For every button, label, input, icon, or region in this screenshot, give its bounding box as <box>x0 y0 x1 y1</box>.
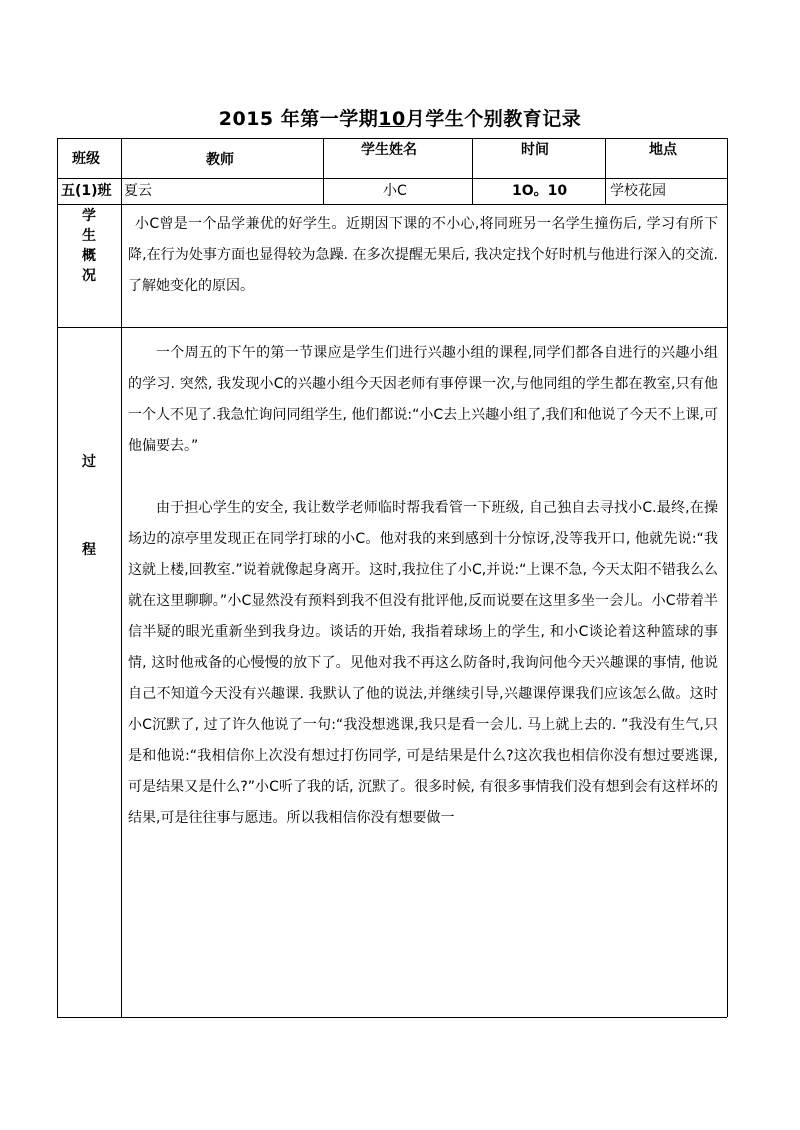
table-rule-header <box>57 178 727 179</box>
paragraph-gap <box>128 462 718 493</box>
process-paragraph-2: 由于担心学生的安全, 我让数学老师临时帮我看管一下班级, 自己独自去寻找小C.最终,在操场边的凉亭里发现正在同学打球的小C。他对我的来到感到十分惊讶,没等我开口, 他就先说:“我这就上楼,回教室.”说着就像起身离开。这时,我拉住了小C,并说:“上课不急, 今天太阳不错我么么就在这里聊聊。”小C显然没有预料到我不但没有批评他,反而说要在这里多坐一会儿。小C带着半信半疑的眼光重新坐到我身边。谈话的开始, 我指着球场上的学生, 和小C谈论着这种篮球的事情, 这时他戒备的心慢慢的放下了。见他对我不再这么防备时,我询问他今天兴趣课的事情, 他说自己不知道今天没有兴趣课. 我默认了他的说法,并继续引导,兴趣课停课我们应该怎么做。这时小C沉默了, 过了许久他说了一句:“我没想逃课,我只是看一会儿. 马上就上去的. ”我没有生气,只是和他说:“我相信你上次没有想过打伤同学, 可是结果是什么?这次我也相信你没有想过要逃课,可是结果又是什么?”小C听了我的话, 沉默了。很多时候, 有很多事情我们没有想到会有这样坏的结果,可是往往事与愿违。所以我相信你没有想要做一 <box>128 500 718 826</box>
title-month: 10 <box>378 108 406 130</box>
overview-label-char: 况 <box>82 268 96 284</box>
process-label-char-2: 程 <box>82 542 96 558</box>
header-student-name: 学生姓名 <box>361 142 417 158</box>
overview-text <box>128 209 718 302</box>
header-time: 时间 <box>521 142 549 158</box>
table-border-right <box>727 138 728 1017</box>
table-col-rule-1 <box>121 138 122 1017</box>
title-prefix: 2015 年第一学期 <box>218 108 379 130</box>
process-label-char-1: 过 <box>82 454 96 470</box>
table-col-rule-2 <box>323 138 324 204</box>
table-border-top <box>57 138 727 139</box>
value-class: 五(1)班 <box>61 183 112 199</box>
overview-label-char: 概 <box>82 248 96 264</box>
value-place: 学校花园 <box>610 183 666 199</box>
value-time: 1O。10 <box>512 183 568 199</box>
overview-paragraph: 小C曾是一个品学兼优的好学生。近期因下课的不小心,将同班另一名学生撞伤后, 学习有所下降,在行为处事方面也显得较为急躁. 在多次提醒无果后, 我决定找个好时机与他进行深入的交流.了解她变化的原因。 <box>128 216 718 294</box>
table-rule-info <box>57 204 727 205</box>
overview-label <box>69 206 109 286</box>
header-place: 地点 <box>649 142 677 158</box>
process-paragraph-1: 一个周五的下午的第一节课应是学生们进行兴趣小组的课程,同学们都各自进行的兴趣小组的学习. 突然, 我发现小C的兴趣小组今天因老师有事停课一次,与他同组的学生都在教室,只有他一个人不见了.我急忙询问同组学生, 他们都说:“小C去上兴趣小组了,我们和他说了今天不上课,可他偏要去。” <box>128 345 718 454</box>
table-rule-overview <box>57 327 727 328</box>
process-text <box>128 338 718 1014</box>
overview-label-char: 学 <box>82 208 96 224</box>
table-col-rule-3 <box>472 138 473 204</box>
header-class: 班级 <box>72 151 100 167</box>
value-teacher: 夏云 <box>124 183 152 199</box>
header-teacher: 教师 <box>206 152 234 168</box>
title-suffix: 月学生个别教育记录 <box>405 108 582 130</box>
table-border-bottom <box>57 1017 727 1018</box>
overview-label-char: 生 <box>82 228 96 244</box>
table-col-rule-4 <box>605 138 606 204</box>
value-student-name: 小C <box>383 183 407 199</box>
table-border-left <box>57 138 58 1017</box>
